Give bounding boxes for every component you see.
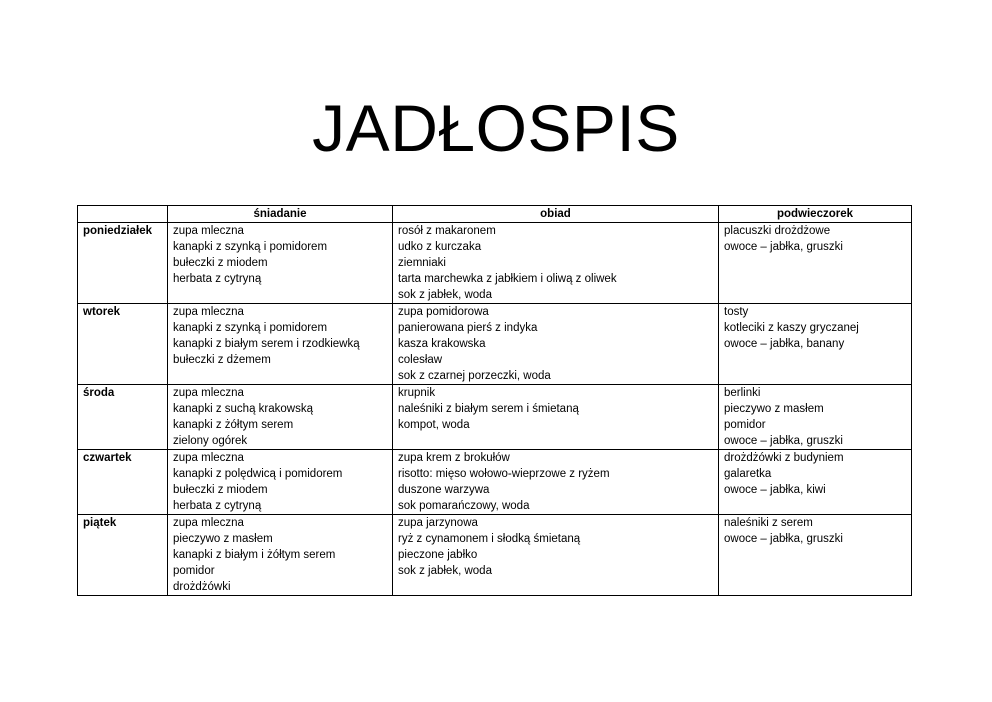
menu-item: zupa jarzynowa <box>398 517 478 529</box>
menu-item: sok z czarnej porzeczki, woda <box>398 370 551 382</box>
menu-item: kanapki z białym i żółtym serem <box>173 549 336 561</box>
header-podwieczorek: podwieczorek <box>719 206 912 223</box>
menu-item: duszone warzywa <box>398 484 490 496</box>
table-row <box>78 515 912 596</box>
menu-item: pieczone jabłko <box>398 549 478 561</box>
podwieczorek-cell <box>719 304 912 385</box>
menu-item: rosół z makaronem <box>398 225 496 237</box>
menu-item: zielony ogórek <box>173 435 248 447</box>
menu-item: pomidor <box>173 565 215 577</box>
header-sniadanie: śniadanie <box>168 206 393 223</box>
header-day <box>78 206 168 223</box>
menu-item: zupa mleczna <box>173 225 244 237</box>
menu-item: tarta marchewka z jabłkiem i oliwą z oliwek <box>398 273 617 285</box>
menu-item: panierowana pierś z indyka <box>398 322 538 334</box>
menu-item: drożdżówki z budyniem <box>724 452 844 464</box>
menu-item: krupnik <box>398 387 436 399</box>
menu-item: ziemniaki <box>398 257 446 269</box>
table-row <box>78 304 912 385</box>
menu-item: galaretka <box>724 468 772 480</box>
sniadanie-cell <box>168 385 393 450</box>
day-cell: czwartek <box>78 450 168 515</box>
menu-item: kanapki z białym serem i rzodkiewką <box>173 338 360 350</box>
header-row <box>78 206 912 223</box>
podwieczorek-cell <box>719 223 912 304</box>
menu-item: zupa pomidorowa <box>398 306 489 318</box>
menu-item: kanapki z suchą krakowską <box>173 403 313 415</box>
menu-item: zupa mleczna <box>173 517 244 529</box>
menu-item: zupa mleczna <box>173 387 244 399</box>
menu-item: sok z jabłek, woda <box>398 289 492 301</box>
menu-item: kompot, woda <box>398 419 470 431</box>
menu-item: kotleciki z kaszy gryczanej <box>724 322 859 334</box>
menu-item: owoce – jabłka, gruszki <box>724 435 843 447</box>
menu-item: sok pomarańczowy, woda <box>398 500 530 512</box>
menu-item: bułeczki z miodem <box>173 484 268 496</box>
day-cell: środa <box>78 385 168 450</box>
obiad-cell <box>393 304 719 385</box>
table-row <box>78 450 912 515</box>
menu-item: kanapki z szynką i pomidorem <box>173 241 328 253</box>
menu-item: kanapki z szynką i pomidorem <box>173 322 328 334</box>
page-title: JADŁOSPIS <box>312 91 680 165</box>
menu-item: risotto: mięso wołowo-wieprzowe z ryżem <box>398 468 610 480</box>
menu-table <box>77 205 912 596</box>
menu-item: kanapki z polędwicą i pomidorem <box>173 468 343 480</box>
menu-item: placuszki drożdżowe <box>724 225 831 237</box>
menu-item: colesław <box>398 354 443 366</box>
sniadanie-cell <box>168 450 393 515</box>
table-row <box>78 385 912 450</box>
obiad-cell <box>393 385 719 450</box>
menu-item: bułeczki z miodem <box>173 257 268 269</box>
menu-item: berlinki <box>724 387 761 399</box>
menu-item: owoce – jabłka, gruszki <box>724 241 843 253</box>
menu-item: zupa mleczna <box>173 452 244 464</box>
menu-item: naleśniki z serem <box>724 517 813 529</box>
table-row <box>78 223 912 304</box>
day-cell: piątek <box>78 515 168 596</box>
menu-item: pieczywo z masłem <box>724 403 824 415</box>
menu-item: pieczywo z masłem <box>173 533 273 545</box>
podwieczorek-cell <box>719 450 912 515</box>
menu-item: zupa krem z brokułów <box>398 452 510 464</box>
menu-item: bułeczki z dżemem <box>173 354 271 366</box>
menu-item: pomidor <box>724 419 766 431</box>
menu-item: kasza krakowska <box>398 338 486 350</box>
menu-item: kanapki z żółtym serem <box>173 419 294 431</box>
menu-item: udko z kurczaka <box>398 241 482 253</box>
menu-item: owoce – jabłka, gruszki <box>724 533 843 545</box>
obiad-cell <box>393 515 719 596</box>
podwieczorek-cell <box>719 385 912 450</box>
header-obiad: obiad <box>393 206 719 223</box>
menu-item: owoce – jabłka, banany <box>724 338 845 350</box>
menu-item: ryż z cynamonem i słodką śmietaną <box>398 533 581 545</box>
menu-item: zupa mleczna <box>173 306 244 318</box>
sniadanie-cell <box>168 515 393 596</box>
obiad-cell <box>393 223 719 304</box>
menu-item: naleśniki z białym serem i śmietaną <box>398 403 579 415</box>
day-cell: poniedziałek <box>78 223 168 304</box>
menu-item: owoce – jabłka, kiwi <box>724 484 826 496</box>
menu-item: herbata z cytryną <box>173 500 262 512</box>
menu-item: drożdżówki <box>173 581 231 593</box>
podwieczorek-cell <box>719 515 912 596</box>
menu-item: tosty <box>724 306 749 318</box>
sniadanie-cell <box>168 304 393 385</box>
obiad-cell <box>393 450 719 515</box>
sniadanie-cell <box>168 223 393 304</box>
menu-item: herbata z cytryną <box>173 273 262 285</box>
menu-item: sok z jabłek, woda <box>398 565 492 577</box>
day-cell: wtorek <box>78 304 168 385</box>
